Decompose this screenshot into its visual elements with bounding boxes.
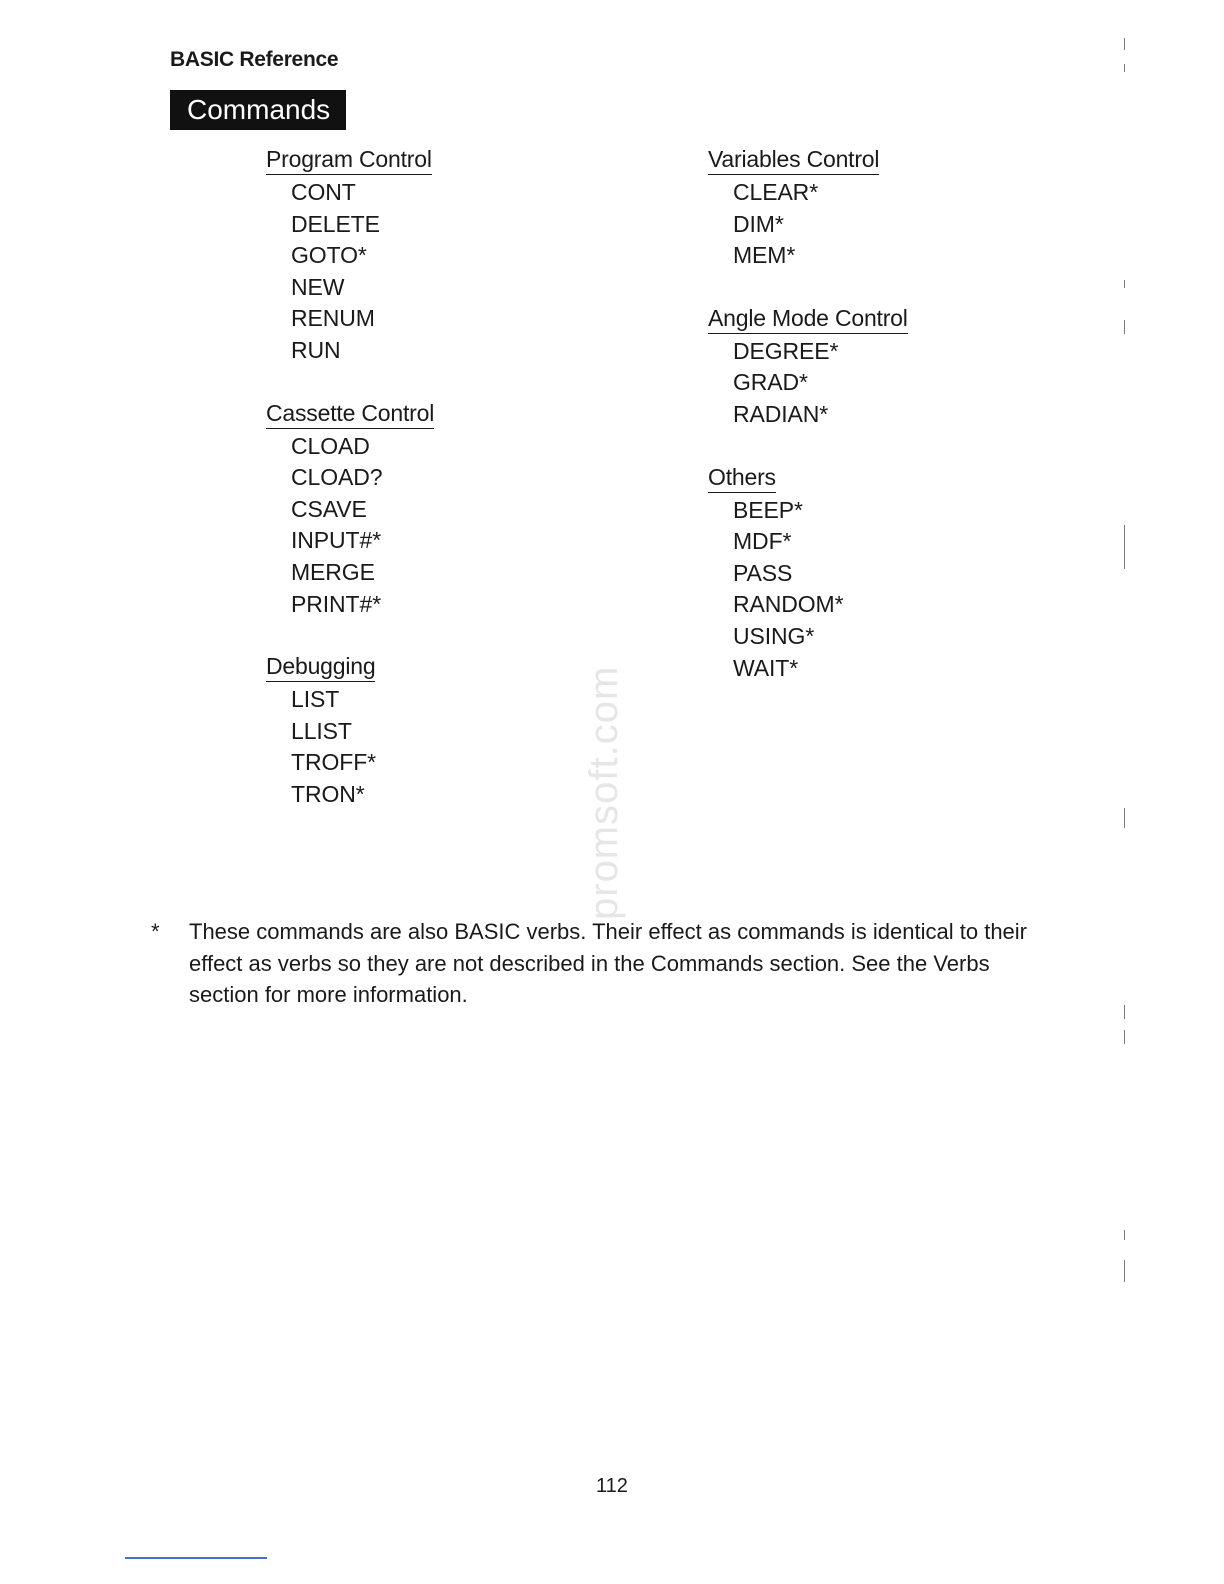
- command-item: RADIAN*: [733, 400, 829, 427]
- command-item: LIST: [291, 686, 340, 713]
- command-item: WAIT*: [733, 654, 799, 681]
- command-list: [266, 684, 434, 810]
- command-item: TROFF*: [291, 749, 376, 776]
- command-item: BEEP*: [733, 496, 803, 523]
- command-item: RENUM: [291, 305, 375, 332]
- group-angle-mode-control: [708, 303, 908, 431]
- command-item: RANDOM*: [733, 591, 844, 618]
- watermark: [560, 640, 650, 920]
- scan-edge-marks: [1124, 30, 1128, 1490]
- command-item: DEGREE*: [733, 337, 839, 364]
- watermark-text: promsoft.com: [582, 665, 626, 920]
- footnote-body: [151, 916, 1060, 1011]
- page-number: 112: [596, 1475, 628, 1497]
- command-item: MERGE: [291, 558, 375, 585]
- command-item: NEW: [291, 273, 345, 300]
- command-item: TRON*: [291, 780, 365, 807]
- group-heading: Cassette Control: [266, 398, 434, 429]
- command-list: [266, 431, 434, 621]
- command-item: CLOAD?: [291, 464, 383, 491]
- footnote-marker: *: [151, 919, 160, 944]
- command-item: CLEAR*: [733, 179, 819, 205]
- command-list: [708, 495, 908, 685]
- command-list: [266, 177, 434, 367]
- footnote: [151, 916, 1060, 1011]
- command-item: INPUT#*: [291, 527, 382, 554]
- command-item: MDF*: [733, 528, 792, 555]
- command-item: MEM*: [733, 242, 796, 269]
- group-variables-control: [708, 144, 908, 272]
- group-others: [708, 462, 908, 685]
- group-heading: Angle Mode Control: [708, 303, 908, 334]
- footnote-text: These commands are also BASIC verbs. Their effect as commands is identical to their effect as verbs so they are not described in the Commands section. See the Verbs section for more information.: [189, 919, 1027, 1007]
- command-list: [708, 336, 908, 431]
- bottom-rule: [125, 1557, 267, 1559]
- group-program-control: [266, 144, 434, 367]
- command-item: RUN: [291, 336, 341, 363]
- group-heading: Program Control: [266, 144, 432, 175]
- command-item: CONT: [291, 179, 356, 205]
- running-header: BASIC Reference: [170, 48, 339, 71]
- command-item: GRAD*: [733, 369, 808, 396]
- group-heading: Others: [708, 462, 776, 493]
- command-list: [708, 177, 908, 272]
- group-cassette-control: [266, 398, 434, 621]
- section-tab-commands: Commands: [170, 90, 346, 130]
- group-heading: Variables Control: [708, 144, 879, 175]
- command-item: PRINT#*: [291, 590, 382, 617]
- command-item: DELETE: [291, 210, 380, 237]
- command-item: GOTO*: [291, 242, 367, 269]
- command-item: CLOAD: [291, 432, 370, 459]
- right-column: [708, 144, 908, 715]
- command-item: USING*: [733, 622, 815, 649]
- command-item: DIM*: [733, 210, 784, 237]
- command-item: PASS: [733, 559, 793, 586]
- command-item: LLIST: [291, 717, 352, 744]
- left-column: [266, 144, 434, 842]
- command-item: CSAVE: [291, 495, 367, 522]
- group-heading: Debugging: [266, 651, 375, 682]
- group-debugging: [266, 651, 434, 810]
